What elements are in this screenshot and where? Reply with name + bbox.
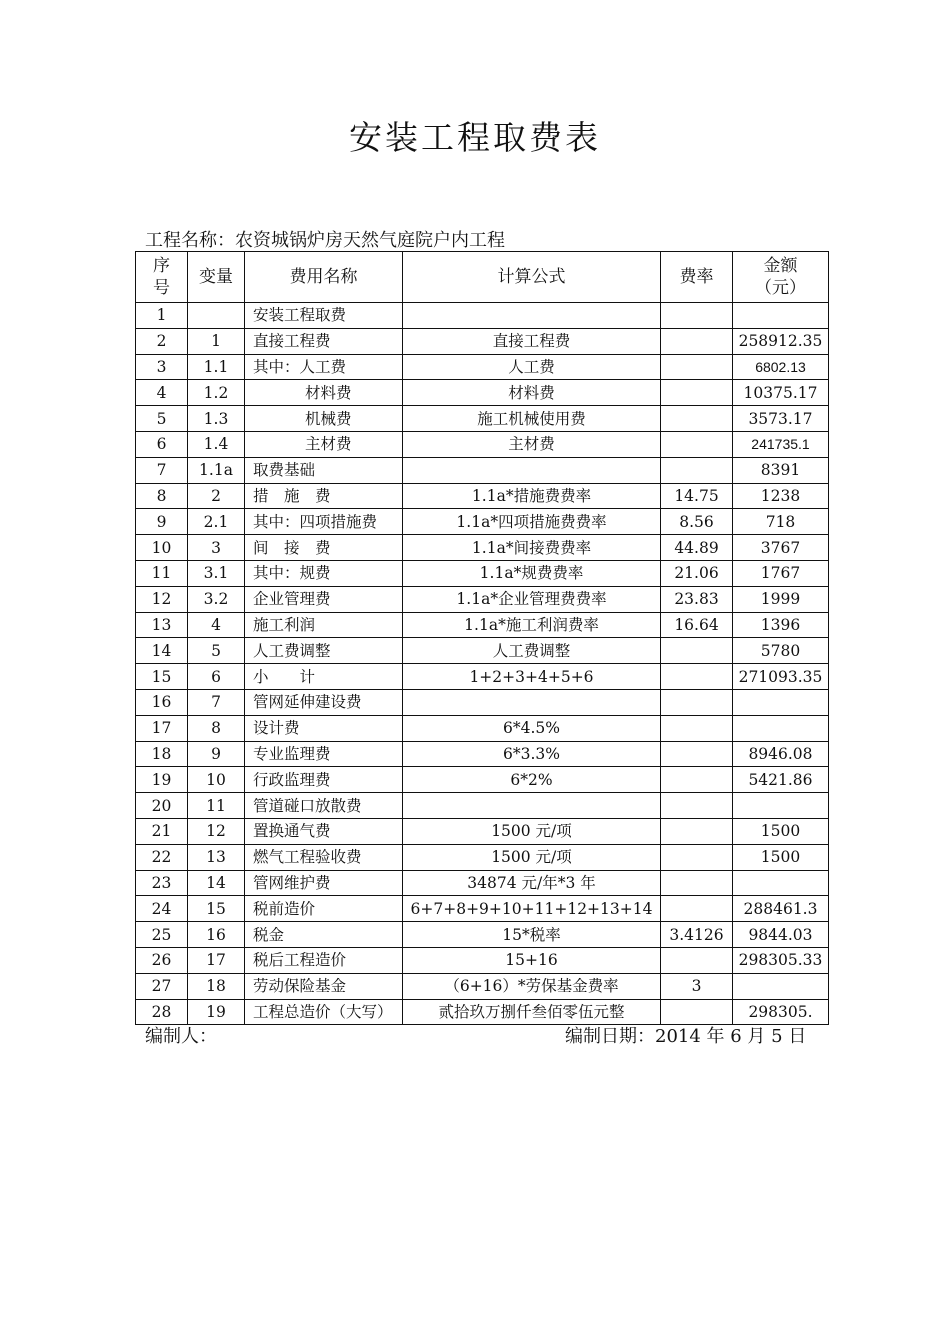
cell-name: 税后工程造价 xyxy=(245,947,403,973)
cell-amount: 258912.35 xyxy=(733,328,829,354)
cell-name: 主材费 xyxy=(245,431,403,457)
cell-rate xyxy=(661,947,733,973)
cell-var xyxy=(188,303,245,329)
cell-formula: 6*4.5% xyxy=(403,715,661,741)
table-row xyxy=(136,767,829,793)
cell-seq: 3 xyxy=(136,354,188,380)
cell-rate xyxy=(661,999,733,1025)
table-row xyxy=(136,973,829,999)
table-row xyxy=(136,818,829,844)
cell-var: 19 xyxy=(188,999,245,1025)
cell-seq: 23 xyxy=(136,870,188,896)
cell-amount: 5421.86 xyxy=(733,767,829,793)
table-row xyxy=(136,638,829,664)
cell-seq: 1 xyxy=(136,303,188,329)
cell-rate xyxy=(661,767,733,793)
cell-name: 行政监理费 xyxy=(245,767,403,793)
cell-amount: 3573.17 xyxy=(733,406,829,432)
cell-amount: 1238 xyxy=(733,483,829,509)
cell-seq: 26 xyxy=(136,947,188,973)
cell-amount: 298305. xyxy=(733,999,829,1025)
table-row xyxy=(136,999,829,1025)
cell-rate xyxy=(661,741,733,767)
cell-rate xyxy=(661,818,733,844)
cell-rate: 21.06 xyxy=(661,560,733,586)
cell-name: 置换通气费 xyxy=(245,818,403,844)
cell-rate xyxy=(661,303,733,329)
cell-seq: 13 xyxy=(136,612,188,638)
cell-formula: 人工费调整 xyxy=(403,638,661,664)
cell-name: 直接工程费 xyxy=(245,328,403,354)
cell-formula: 6+7+8+9+10+11+12+13+14 xyxy=(403,896,661,922)
cell-formula xyxy=(403,303,661,329)
cell-rate xyxy=(661,715,733,741)
table-row xyxy=(136,922,829,948)
table-row xyxy=(136,303,829,329)
cell-seq: 28 xyxy=(136,999,188,1025)
cell-amount: 8391 xyxy=(733,457,829,483)
table-row xyxy=(136,354,829,380)
cell-seq: 24 xyxy=(136,896,188,922)
table-header-row xyxy=(136,252,829,303)
cell-rate: 3.4126 xyxy=(661,922,733,948)
cell-var: 16 xyxy=(188,922,245,948)
cell-name: 燃气工程验收费 xyxy=(245,844,403,870)
cell-seq: 4 xyxy=(136,380,188,406)
cell-amount: 241735.1 xyxy=(733,431,829,457)
cell-formula: 人工费 xyxy=(403,354,661,380)
cell-seq: 12 xyxy=(136,586,188,612)
cell-formula: 1.1a*措施费费率 xyxy=(403,483,661,509)
cell-amount: 1767 xyxy=(733,560,829,586)
cell-formula: 15*税率 xyxy=(403,922,661,948)
cell-var: 14 xyxy=(188,870,245,896)
cell-rate: 14.75 xyxy=(661,483,733,509)
cell-amount: 10375.17 xyxy=(733,380,829,406)
table-row xyxy=(136,741,829,767)
cell-formula: 6*2% xyxy=(403,767,661,793)
cell-name: 管网维护费 xyxy=(245,870,403,896)
header-name: 费用名称 xyxy=(245,252,403,303)
cell-name: 管道碰口放散费 xyxy=(245,793,403,819)
cell-seq: 9 xyxy=(136,509,188,535)
table-row xyxy=(136,457,829,483)
cell-seq: 15 xyxy=(136,664,188,690)
cell-var: 6 xyxy=(188,664,245,690)
cell-var: 1.1a xyxy=(188,457,245,483)
cell-seq: 11 xyxy=(136,560,188,586)
cell-rate: 23.83 xyxy=(661,586,733,612)
cell-seq: 7 xyxy=(136,457,188,483)
cell-name: 小 计 xyxy=(245,664,403,690)
cell-formula xyxy=(403,689,661,715)
table-row xyxy=(136,431,829,457)
cell-name: 企业管理费 xyxy=(245,586,403,612)
cell-var: 1.3 xyxy=(188,406,245,432)
cell-var: 17 xyxy=(188,947,245,973)
cell-rate xyxy=(661,896,733,922)
cell-amount: 6802.13 xyxy=(733,354,829,380)
cell-amount xyxy=(733,793,829,819)
cell-amount: 718 xyxy=(733,509,829,535)
page-title: 安装工程取费表 xyxy=(349,118,601,157)
cell-rate xyxy=(661,844,733,870)
cell-formula: 1.1a*规费费率 xyxy=(403,560,661,586)
header-amount: 金额 （元） xyxy=(733,252,829,303)
cell-seq: 21 xyxy=(136,818,188,844)
cell-name: 取费基础 xyxy=(245,457,403,483)
cell-formula xyxy=(403,793,661,819)
cell-var: 2.1 xyxy=(188,509,245,535)
cell-rate: 16.64 xyxy=(661,612,733,638)
cell-seq: 2 xyxy=(136,328,188,354)
cell-name: 施工利润 xyxy=(245,612,403,638)
cell-seq: 19 xyxy=(136,767,188,793)
cell-formula xyxy=(403,457,661,483)
table-row xyxy=(136,560,829,586)
cell-formula: 直接工程费 xyxy=(403,328,661,354)
cell-amount: 1500 xyxy=(733,844,829,870)
cell-amount: 1500 xyxy=(733,818,829,844)
table-row xyxy=(136,483,829,509)
cell-name: 措 施 费 xyxy=(245,483,403,509)
cell-formula: 1+2+3+4+5+6 xyxy=(403,664,661,690)
cell-rate: 44.89 xyxy=(661,535,733,561)
cell-var: 1 xyxy=(188,328,245,354)
table-row xyxy=(136,870,829,896)
cell-name: 其中：人工费 xyxy=(245,354,403,380)
table-row xyxy=(136,896,829,922)
cell-var: 11 xyxy=(188,793,245,819)
cell-rate xyxy=(661,380,733,406)
cell-rate xyxy=(661,406,733,432)
cell-seq: 16 xyxy=(136,689,188,715)
cell-var: 18 xyxy=(188,973,245,999)
cell-var: 7 xyxy=(188,689,245,715)
cell-var: 13 xyxy=(188,844,245,870)
cell-name: 机械费 xyxy=(245,406,403,432)
cell-var: 3.1 xyxy=(188,560,245,586)
project-name: 工程名称：农资城锅炉房天然气庭院户内工程 xyxy=(145,230,505,251)
cell-amount xyxy=(733,689,829,715)
cell-var: 1.1 xyxy=(188,354,245,380)
cell-seq: 25 xyxy=(136,922,188,948)
cell-var: 1.4 xyxy=(188,431,245,457)
cell-formula: 6*3.3% xyxy=(403,741,661,767)
cell-var: 9 xyxy=(188,741,245,767)
cell-name: 工程总造价（大写） xyxy=(245,999,403,1025)
cell-formula: 1.1a*间接费费率 xyxy=(403,535,661,561)
cell-name: 税前造价 xyxy=(245,896,403,922)
cell-seq: 10 xyxy=(136,535,188,561)
fee-table xyxy=(135,251,829,1025)
cell-var: 15 xyxy=(188,896,245,922)
cell-seq: 27 xyxy=(136,973,188,999)
cell-amount: 3767 xyxy=(733,535,829,561)
cell-var: 10 xyxy=(188,767,245,793)
cell-name: 人工费调整 xyxy=(245,638,403,664)
cell-name: 其中：四项措施费 xyxy=(245,509,403,535)
cell-name: 管网延伸建设费 xyxy=(245,689,403,715)
cell-seq: 22 xyxy=(136,844,188,870)
cell-var: 3 xyxy=(188,535,245,561)
cell-amount: 8946.08 xyxy=(733,741,829,767)
cell-formula: 材料费 xyxy=(403,380,661,406)
cell-var: 2 xyxy=(188,483,245,509)
cell-amount xyxy=(733,870,829,896)
cell-seq: 17 xyxy=(136,715,188,741)
header-seq: 序 号 xyxy=(136,252,188,303)
cell-formula: 34874 元/年*3 年 xyxy=(403,870,661,896)
cell-rate xyxy=(661,638,733,664)
cell-seq: 5 xyxy=(136,406,188,432)
cell-var: 1.2 xyxy=(188,380,245,406)
cell-formula: 主材费 xyxy=(403,431,661,457)
cell-formula: 施工机械使用费 xyxy=(403,406,661,432)
table-row xyxy=(136,715,829,741)
cell-name: 税金 xyxy=(245,922,403,948)
table-row xyxy=(136,535,829,561)
table-row xyxy=(136,380,829,406)
cell-rate xyxy=(661,793,733,819)
cell-name: 材料费 xyxy=(245,380,403,406)
cell-var: 4 xyxy=(188,612,245,638)
cell-amount: 5780 xyxy=(733,638,829,664)
cell-formula: 1.1a*企业管理费费率 xyxy=(403,586,661,612)
header-formula: 计算公式 xyxy=(403,252,661,303)
table-row xyxy=(136,664,829,690)
cell-rate: 8.56 xyxy=(661,509,733,535)
cell-amount: 298305.33 xyxy=(733,947,829,973)
cell-var: 8 xyxy=(188,715,245,741)
cell-amount xyxy=(733,973,829,999)
cell-var: 3.2 xyxy=(188,586,245,612)
cell-seq: 20 xyxy=(136,793,188,819)
cell-formula: 1.1a*施工利润费率 xyxy=(403,612,661,638)
cell-formula: 1500 元/项 xyxy=(403,818,661,844)
cell-rate xyxy=(661,457,733,483)
cell-amount: 1396 xyxy=(733,612,829,638)
prepared-date: 编制日期：2014 年 6 月 5 日 xyxy=(565,1026,807,1047)
cell-rate xyxy=(661,664,733,690)
cell-seq: 18 xyxy=(136,741,188,767)
cell-name: 设计费 xyxy=(245,715,403,741)
cell-formula: 1500 元/项 xyxy=(403,844,661,870)
cell-name: 劳动保险基金 xyxy=(245,973,403,999)
header-rate: 费率 xyxy=(661,252,733,303)
cell-amount xyxy=(733,303,829,329)
cell-var: 12 xyxy=(188,818,245,844)
cell-rate xyxy=(661,354,733,380)
cell-rate xyxy=(661,328,733,354)
preparer-label: 编制人： xyxy=(145,1026,217,1047)
table-row xyxy=(136,793,829,819)
cell-formula: （6+16）*劳保基金费率 xyxy=(403,973,661,999)
cell-amount: 288461.3 xyxy=(733,896,829,922)
cell-rate: 3 xyxy=(661,973,733,999)
cell-amount: 9844.03 xyxy=(733,922,829,948)
cell-seq: 14 xyxy=(136,638,188,664)
cell-formula: 1.1a*四项措施费费率 xyxy=(403,509,661,535)
table-row xyxy=(136,689,829,715)
cell-seq: 6 xyxy=(136,431,188,457)
table-row xyxy=(136,947,829,973)
table-row xyxy=(136,612,829,638)
table-row xyxy=(136,586,829,612)
cell-name: 安装工程取费 xyxy=(245,303,403,329)
cell-amount xyxy=(733,715,829,741)
cell-formula: 15+16 xyxy=(403,947,661,973)
cell-name: 专业监理费 xyxy=(245,741,403,767)
table-row xyxy=(136,406,829,432)
cell-rate xyxy=(661,689,733,715)
cell-rate xyxy=(661,431,733,457)
cell-rate xyxy=(661,870,733,896)
cell-seq: 8 xyxy=(136,483,188,509)
table-row xyxy=(136,844,829,870)
header-var: 变量 xyxy=(188,252,245,303)
cell-amount: 271093.35 xyxy=(733,664,829,690)
table-row xyxy=(136,328,829,354)
cell-var: 5 xyxy=(188,638,245,664)
cell-formula: 贰拾玖万捌仟叁佰零伍元整 xyxy=(403,999,661,1025)
cell-name: 其中：规费 xyxy=(245,560,403,586)
cell-amount: 1999 xyxy=(733,586,829,612)
cell-name: 间 接 费 xyxy=(245,535,403,561)
table-row xyxy=(136,509,829,535)
